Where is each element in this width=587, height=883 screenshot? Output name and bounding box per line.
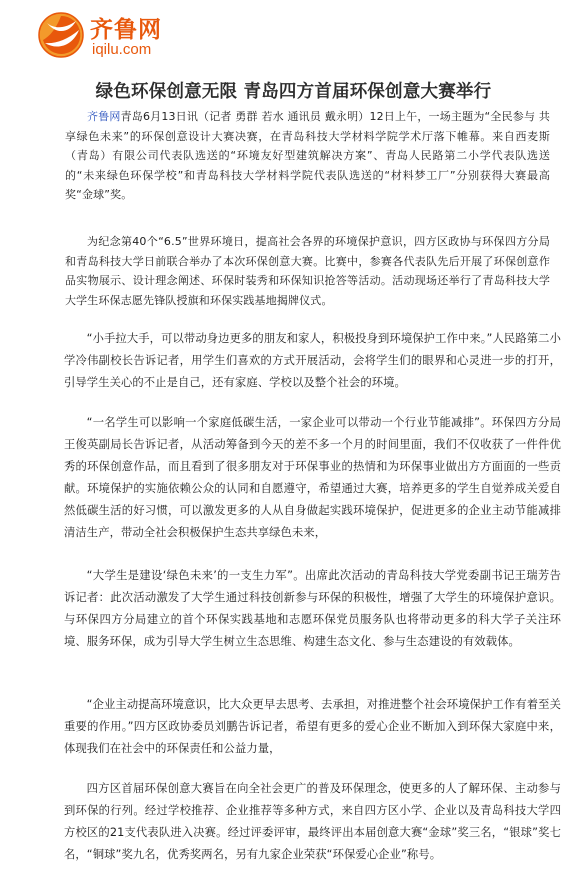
- article-lead-paragraph: [65, 107, 550, 205]
- lead-text: 为纪念第40个“6.5”世界环境日，提高社会各界的环境保护意识，四方区政协与环保四方分局和青岛科技大学日前联合举办了本次环保创意大赛。比赛中，参赛各代表队先后开展了环保创意作品实物展示、设计理念阐述、环保时装秀和环保知识抢答等活动。活动现场还举行了青岛科技大学大学生环保志愿先锋队授旗和环保实践基地揭牌仪式。: [65, 235, 550, 307]
- site-name: 齐鲁网: [90, 17, 162, 43]
- site-domain: iqilu.com: [92, 41, 152, 58]
- article-title: 绿色环保创意无限 青岛四方首届环保创意大赛举行: [95, 81, 492, 102]
- body-paragraph: “小手拉大手，可以带动身边更多的朋友和家人，积极投身到环境保护工作中来。”人民路第二小学冷伟副校长告诉记者，用学生们喜欢的方式开展活动，会将学生们的眼界和心灵进一步的打开，引导学生关心的不止是自己，还有家庭、学校以及整个社会的环境。: [64, 332, 561, 389]
- body-paragraph: 四方区首届环保创意大赛旨在向全社会更广的普及环保理念，使更多的人了解环保、主动参与到环保的行列。经过学校推荐、企业推荐等多种方式，来自四方区小学、企业以及青岛科技大学四方校区的21支代表队进入决赛。经过评委评审，最终评出本届创意大赛“金球”奖三名，“银球”奖七名，“铜球”奖九名，优秀奖两名，另有九家企业荣获“环保爱心企业”称号。: [64, 782, 561, 861]
- body-paragraph: “大学生是建设‘绿色未来’的一支生力军”。出席此次活动的青岛科技大学党委副书记王瑞芳告诉记者：此次活动激发了大学生通过科技创新参与环保的积极性，增强了大学生的环境保护意识。与环保四方分局建立的首个环保实践基地和志愿环保党员服务队也将带动更多的科大学子关注环境、服务环保，成为引导大学生树立生态思维、构建生态文化、参与生态建设的有效载体。: [64, 569, 561, 648]
- site-logo[interactable]: [36, 8, 236, 60]
- body-paragraph: “企业主动提高环境意识，比大众更早去思考、去承担，对推进整个社会环境保护工作有着至关重要的作用。”四方区政协委员刘鹏告诉记者，希望有更多的爱心企业不断加入到环保大家庭中来，体现我们在社会中的环保责任和公益力量，: [64, 698, 561, 755]
- logo-swirl-icon: [36, 10, 86, 60]
- body-paragraph: “一名学生可以影响一个家庭低碳生活，一家企业可以带动一个行业节能减排”。环保四方分局王俊英副局长告诉记者，从活动筹备到今天的差不多一个月的时间里面，我们不仅收获了一件件优秀的环保创意作品，而且看到了很多朋友对于环保事业的热情和为环保事业做出方方面面的一些贡献。环境保护的实施依赖公众的认同和自愿遵守，希望通过大赛，培养更多的学生自觉养成关爱自然低碳生活的好习惯，可以激发更多的人从自身做起实践环境保护，促进更多的企业主动节能减排清洁生产，带动全社会积极保护生态共享绿色未来，: [64, 416, 561, 539]
- lead-text: 青岛6月13日讯（记者 勇群 若水 通讯员 戴永明）12日上午，一场主题为“全民参与 共享绿色未来”的环保创意设计大赛决赛，在青岛科技大学材料学院学术厅落下帷幕。来自西麦斯（青岛）有限公司代表队选送的“环境友好型建筑解决方案”、青岛人民路第二小学代表队选送的“未来绿色环保学校”和青岛科技大学材料学院代表队选送的“材料梦工厂”分别获得大赛最高奖“金球”奖。: [65, 110, 550, 201]
- article-lead-paragraph: [65, 232, 550, 310]
- source-link[interactable]: 齐鲁网: [87, 110, 121, 123]
